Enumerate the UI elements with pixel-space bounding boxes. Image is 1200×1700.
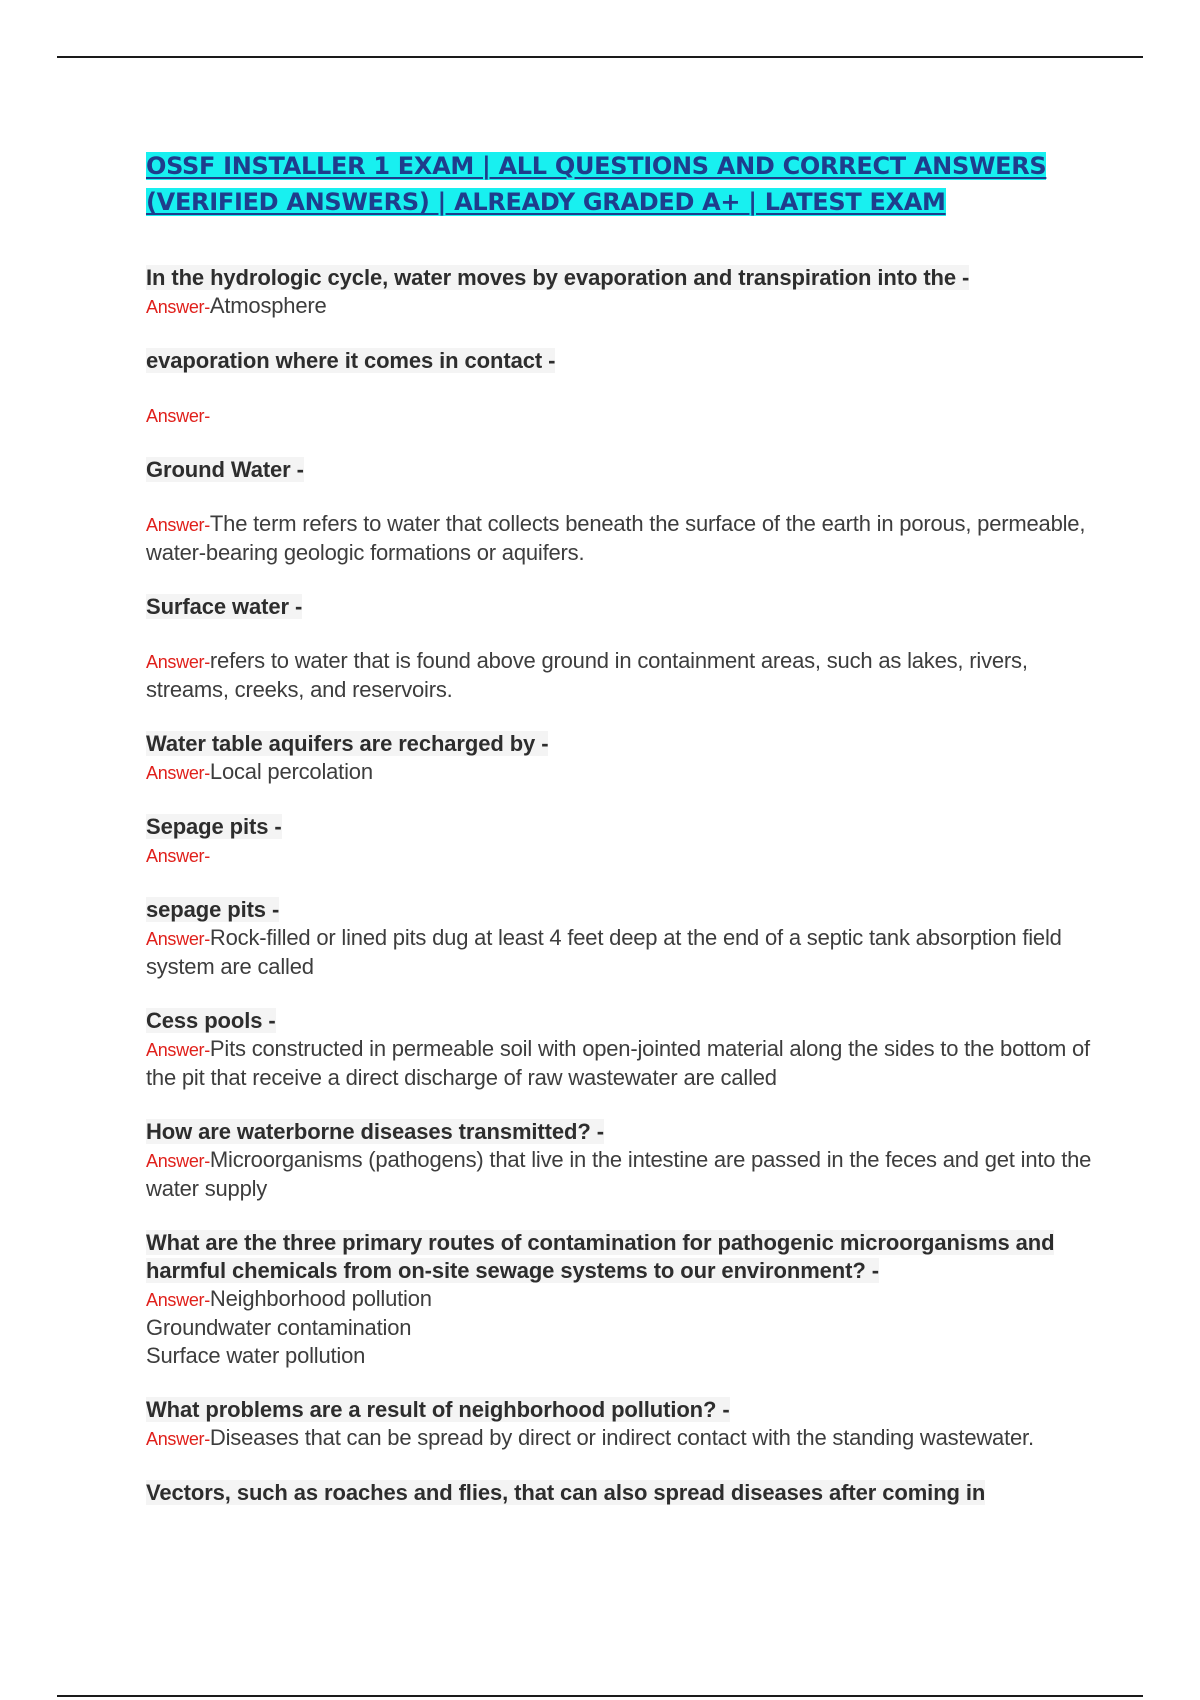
answer-label: Answer- [146, 763, 210, 783]
answer-label: Answer- [146, 1040, 210, 1060]
answer [146, 1424, 1096, 1453]
answer-label: Answer- [146, 929, 210, 949]
qa-item-8 [146, 1007, 1096, 1092]
answer [146, 924, 1096, 981]
answer-label: Answer- [146, 1290, 210, 1310]
question: Water table aquifers are recharged by - [146, 731, 549, 756]
answer-text: Atmosphere [209, 293, 327, 318]
answer [146, 1285, 1096, 1370]
title-line-2: (VERIFIED ANSWERS) | ALREADY GRADED A+ | LATEST EXAM [146, 188, 946, 216]
answer [146, 1035, 1096, 1092]
document-title [146, 148, 1096, 220]
qa-item-11 [146, 1396, 1096, 1453]
question: evaporation where it comes in contact - [146, 348, 556, 373]
footer-rule [57, 1695, 1143, 1697]
answer-text: Neighborhood pollution [209, 1286, 432, 1311]
answer-text: refers to water that is found above ground in containment areas, such as lakes, rivers, streams, creeks, and reservoirs. [146, 648, 1028, 702]
answer-text: Rock-filled or lined pits dug at least 4 feet deep at the end of a septic tank absorption field system are called [146, 925, 1062, 979]
answer-text: Diseases that can be spread by direct or indirect contact with the standing wastewater. [209, 1425, 1034, 1450]
answer-label: Answer- [146, 1151, 210, 1171]
qa-item-9 [146, 1118, 1096, 1203]
answer [146, 647, 1096, 704]
answer-label: Answer- [146, 515, 210, 535]
qa-item-4 [146, 593, 1096, 704]
qa-item-12 [146, 1479, 1096, 1507]
question: In the hydrologic cycle, water moves by evaporation and transpiration into the - [146, 265, 970, 290]
answer-text-line-3: Surface water pollution [146, 1343, 366, 1368]
question: How are waterborne diseases transmitted? - [146, 1119, 604, 1144]
qa-item-10 [146, 1229, 1096, 1370]
question: What problems are a result of neighborhood pollution? - [146, 1397, 730, 1422]
answer-text: Local percolation [209, 759, 373, 784]
question: Ground Water - [146, 457, 304, 482]
answer-text: Microorganisms (pathogens) that live in the intestine are passed in the feces and get into the water supply [146, 1147, 1092, 1201]
answer [146, 758, 1096, 787]
answer-text-line-2: Groundwater contamination [146, 1315, 412, 1340]
answer [146, 292, 1096, 321]
qa-item-5 [146, 730, 1096, 787]
answer-text: Pits constructed in permeable soil with open-jointed material along the sides to the bottom of the pit that receive a direct discharge of raw wastewater are called [146, 1036, 1090, 1090]
qa-item-2 [146, 347, 1096, 430]
question: Cess pools - [146, 1008, 276, 1033]
answer [146, 841, 1096, 870]
question: Vectors, such as roaches and flies, that can also spread diseases after coming in [146, 1480, 986, 1505]
answer-label: Answer- [146, 1429, 210, 1449]
question: What are the three primary routes of contamination for pathogenic microorganisms and harmful chemicals from on-site sewage systems to our environment? - [146, 1230, 1055, 1283]
qa-item-1 [146, 264, 1096, 321]
question: Sepage pits - [146, 814, 282, 839]
answer-label: Answer- [146, 652, 210, 672]
answer-label: Answer- [146, 406, 210, 426]
document-body [146, 148, 1096, 1533]
qa-item-6 [146, 813, 1096, 870]
answer-label: Answer- [146, 297, 210, 317]
question: sepage pits - [146, 897, 280, 922]
title-line-1: OSSF INSTALLER 1 EXAM | ALL QUESTIONS AND CORRECT ANSWERS [146, 152, 1047, 180]
answer-label: Answer- [146, 846, 210, 866]
qa-item-7 [146, 896, 1096, 981]
answer-text: The term refers to water that collects beneath the surface of the earth in porous, permeable, water-bearing geologic formations or aquifers. [146, 511, 1086, 565]
answer [146, 1146, 1096, 1203]
qa-item-3 [146, 456, 1096, 567]
answer [146, 401, 1096, 430]
header-rule [57, 56, 1143, 58]
question: Surface water - [146, 594, 303, 619]
answer [146, 510, 1096, 567]
